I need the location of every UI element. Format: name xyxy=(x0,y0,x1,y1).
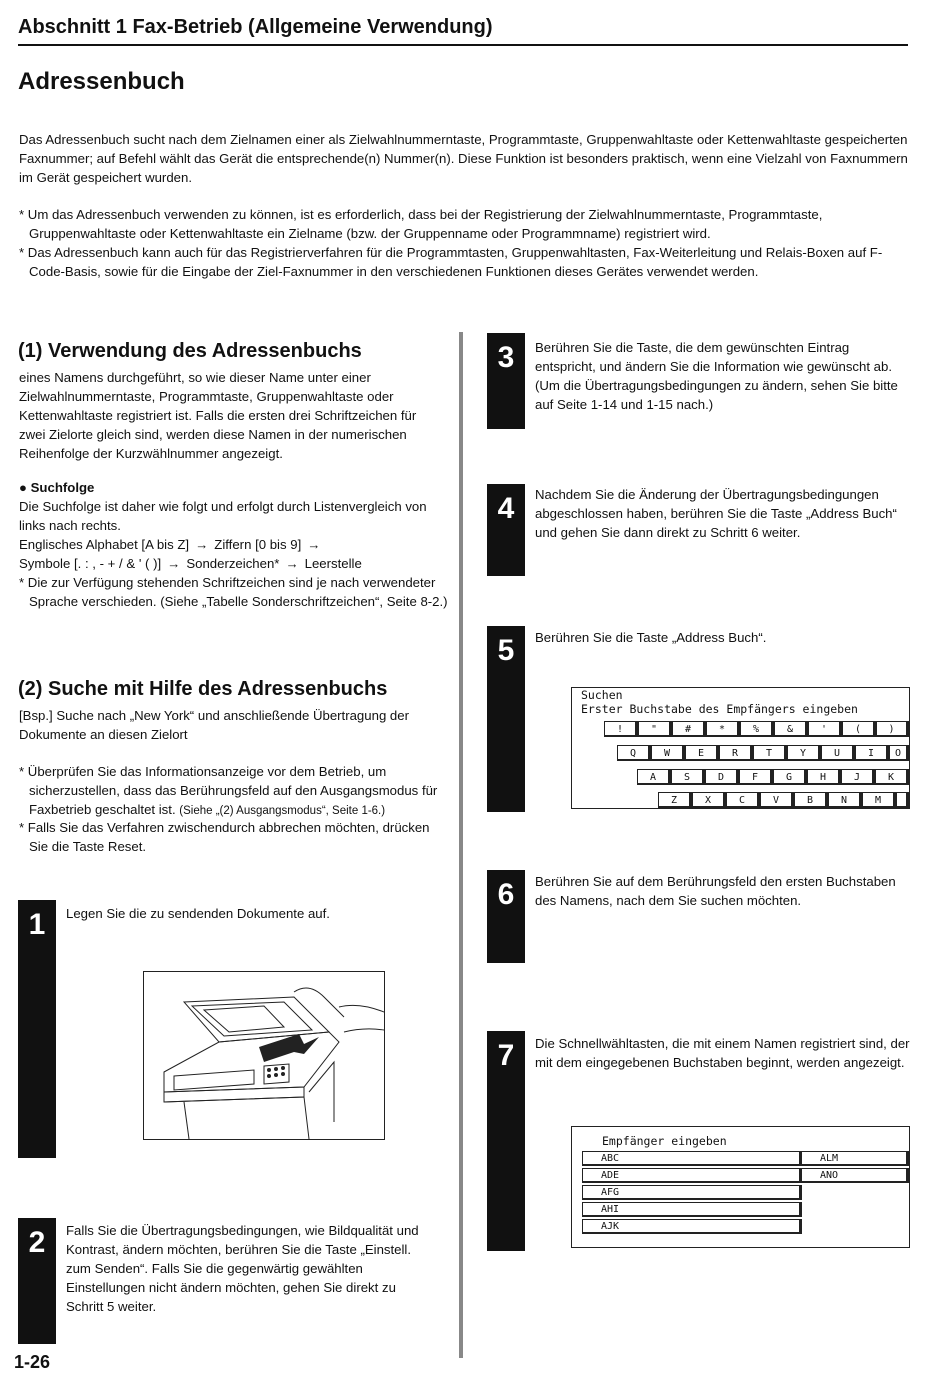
search-order-body: Die Suchfolge ist daher wie folgt und erfolgt durch Listenvergleich von links nach rechts. xyxy=(19,499,427,533)
step-number-5: 5 xyxy=(487,626,525,812)
lcd-search-prompt: Erster Buchstabe des Empfängers eingeben xyxy=(581,702,858,716)
key-o[interactable]: O xyxy=(889,745,909,761)
search-order-heading: ● Suchfolge xyxy=(19,480,95,495)
section2-note1-ref: (Siehe „(2) Ausgangsmodus“, Seite 1-6.) xyxy=(179,805,386,817)
key-v[interactable]: V xyxy=(760,792,794,808)
section2-heading: (2) Suche mit Hilfe des Adressenbuchs xyxy=(18,678,388,700)
key-b[interactable]: B xyxy=(794,792,828,808)
arrow-icon: → xyxy=(307,537,321,552)
arrow-icon: → xyxy=(285,556,299,571)
entry-ano[interactable]: ANO xyxy=(801,1168,909,1183)
section1-body: eines Namens durchgeführt, so wie dieser Name unter einer Zielwahlnummerntaste, Programmtaste, Gruppenwahltaste oder Kettenwahltaste registriert ist. Falls die ersten drei Schriftzeichen für zwei Zielorte gleich sind, werden diese Namen in der numerischen Reihenfolge der Kurzwählnummer angezeigt. xyxy=(19,370,417,461)
order-space: Leerstelle xyxy=(304,556,362,571)
page-number: 1-26 xyxy=(14,1352,51,1372)
arrow-icon: → xyxy=(167,556,181,571)
key-z[interactable]: Z xyxy=(658,792,692,808)
note-2: * Das Adressenbuch kann auch für das Registrierverfahren für die Programmtasten, Gruppenwahltasten, Fax-Weiterleitung und Relais-Boxen auf F-Code-Basis, sowie für die Eingabe der Ziel-Faxnummer in den verschiedenen Funktionen dieses Gerätes verwendet werden. xyxy=(19,245,883,279)
key-d[interactable]: D xyxy=(705,769,739,785)
entry-alm[interactable]: ALM xyxy=(801,1151,909,1166)
lcd-search-screen xyxy=(571,687,910,809)
key-hash[interactable]: # xyxy=(672,721,706,737)
key-a[interactable]: A xyxy=(637,769,671,785)
step-text-7: Die Schnellwähltasten, die mit einem Namen registriert sind, der mit dem eingegebenen Buchstaben beginnt, werden angezeigt. xyxy=(535,1036,910,1070)
key-k[interactable]: K xyxy=(875,769,909,785)
order-alphabet: Englisches Alphabet [A bis Z] xyxy=(19,537,190,552)
arrow-icon: → xyxy=(195,537,209,552)
entry-afg[interactable]: AFG xyxy=(582,1185,802,1200)
key-i[interactable]: I xyxy=(855,745,889,761)
key-percent[interactable]: % xyxy=(740,721,774,737)
key-j[interactable]: J xyxy=(841,769,875,785)
step-number-2: 2 xyxy=(18,1218,56,1344)
key-s[interactable]: S xyxy=(671,769,705,785)
order-symbols: Symbole [. : , - + / & ' ( )] xyxy=(19,556,162,571)
document-feeder-icon xyxy=(144,972,384,1139)
entry-ajk[interactable]: AJK xyxy=(582,1219,802,1234)
note-1: * Um das Adressenbuch verwenden zu können, ist es erforderlich, dass bei der Registrierung der Zielwahlnummerntaste, Programmtaste, Gruppenwahltaste oder Kettenwahltaste ein Zielname (bzw. der Gruppenname oder Programmname) registriert wird. xyxy=(19,207,823,241)
step-text-5: Berühren Sie die Taste „Address Buch“. xyxy=(535,630,767,645)
section2-body: [Bsp.] Suche nach „New York“ und anschließende Übertragung der Dokumente an diesen Zielort xyxy=(19,708,409,742)
step-number-3: 3 xyxy=(487,333,525,429)
key-f[interactable]: F xyxy=(739,769,773,785)
key-asterisk[interactable]: * xyxy=(706,721,740,737)
page-title: Adressenbuch xyxy=(18,68,185,95)
chapter-title: Abschnitt 1 Fax-Betrieb (Allgemeine Verwendung) xyxy=(18,16,493,38)
key-w[interactable]: W xyxy=(651,745,685,761)
key-e[interactable]: E xyxy=(685,745,719,761)
key-apostrophe[interactable]: ' xyxy=(808,721,842,737)
step-text-4: Nachdem Sie die Änderung der Übertragungsbedingungen abgeschlossen haben, berühren Sie die Taste „Address Buch“ und gehen Sie dann direkt zu Schritt 6 weiter. xyxy=(535,487,897,540)
lcd-results-screen xyxy=(571,1126,910,1248)
section2-note1 xyxy=(19,762,439,821)
key-y[interactable]: Y xyxy=(787,745,821,761)
section1-heading: (1) Verwendung des Adressenbuchs xyxy=(18,340,362,362)
step-text-3: Berühren Sie die Taste, die dem gewünschten Eintrag entspricht, und ändern Sie die Information wie gewünscht ab. (Um die Übertragungsbedingungen zu ändern, sehen Sie bitte auf Seite 1-14 und 1-15 nach.) xyxy=(535,340,898,412)
lcd-results-title: Empfänger eingeben xyxy=(602,1134,727,1148)
key-paren-open[interactable]: ( xyxy=(842,721,876,737)
search-order-footnote: * Die zur Verfügung stehenden Schriftzeichen sind je nach verwendeter Sprache verschieden. (Siehe „Tabelle Sonderschriftzeichen“, Seite 8-2.) xyxy=(19,575,448,609)
key-paren-close[interactable]: ) xyxy=(876,721,909,737)
key-ampersand[interactable]: & xyxy=(774,721,808,737)
column-divider xyxy=(459,332,463,1358)
key-quote[interactable]: " xyxy=(638,721,672,737)
key-blank[interactable] xyxy=(896,792,909,808)
key-t[interactable]: T xyxy=(753,745,787,761)
section2-note2: * Falls Sie das Verfahren zwischendurch abbrechen möchten, drücken Sie die Taste Reset. xyxy=(19,820,430,854)
key-x[interactable]: X xyxy=(692,792,726,808)
entry-ahi[interactable]: AHI xyxy=(582,1202,802,1217)
step-number-6: 6 xyxy=(487,870,525,963)
step-number-1: 1 xyxy=(18,900,56,1158)
step-number-4: 4 xyxy=(487,484,525,576)
key-u[interactable]: U xyxy=(821,745,855,761)
intro-paragraph: Das Adressenbuch sucht nach dem Zielnamen einer als Zielwahlnummerntaste, Programmtaste, Gruppenwahltaste oder Kettenwahltaste gespeicherten Faxnummer; auf Befehl wählt das Gerät die entsprechende(n) Nummer(n). Diese Funktion ist besonders praktisch, wenn eine Vielzahl von Faxnummern im Gerät gespeichert wurden. xyxy=(19,132,908,185)
entry-ade[interactable]: ADE xyxy=(582,1168,802,1183)
key-g[interactable]: G xyxy=(773,769,807,785)
entry-abc[interactable]: ABC xyxy=(582,1151,802,1166)
section2-note1-text: * Überprüfen Sie das Informationsanzeige vor dem Betrieb, um sicherzustellen, dass das Berührungsfeld auf den Ausgangsmodus für Faxbetrieb geschaltet ist. xyxy=(19,764,438,817)
search-order-line1 xyxy=(19,535,439,554)
chapter-rule xyxy=(18,44,908,46)
step-text-2: Falls Sie die Übertragungsbedingungen, wie Bildqualität und Kontrast, ändern möchten, berühren Sie die Taste „Einstell. zum Senden“. Falls Sie die gegenwärtig gewählten Einstellungen nicht ändern möchten, gehen Sie direkt zu Schritt 5 weiter. xyxy=(66,1223,419,1314)
key-q[interactable]: Q xyxy=(617,745,651,761)
order-digits: Ziffern [0 bis 9] xyxy=(214,537,302,552)
key-c[interactable]: C xyxy=(726,792,760,808)
key-r[interactable]: R xyxy=(719,745,753,761)
fax-machine-illustration xyxy=(143,971,385,1140)
order-special: Sonderzeichen* xyxy=(186,556,280,571)
intro-notes xyxy=(19,205,909,281)
key-exclaim[interactable]: ! xyxy=(604,721,638,737)
key-h[interactable]: H xyxy=(807,769,841,785)
key-m[interactable]: M xyxy=(862,792,896,808)
search-order-line2 xyxy=(19,554,439,573)
step-number-7: 7 xyxy=(487,1031,525,1251)
key-n[interactable]: N xyxy=(828,792,862,808)
step-text-1: Legen Sie die zu sendenden Dokumente auf. xyxy=(66,906,330,921)
step-text-6: Berühren Sie auf dem Berührungsfeld den ersten Buchstaben des Namens, nach dem Sie suchen möchten. xyxy=(535,874,896,908)
lcd-search-title: Suchen xyxy=(581,688,623,702)
